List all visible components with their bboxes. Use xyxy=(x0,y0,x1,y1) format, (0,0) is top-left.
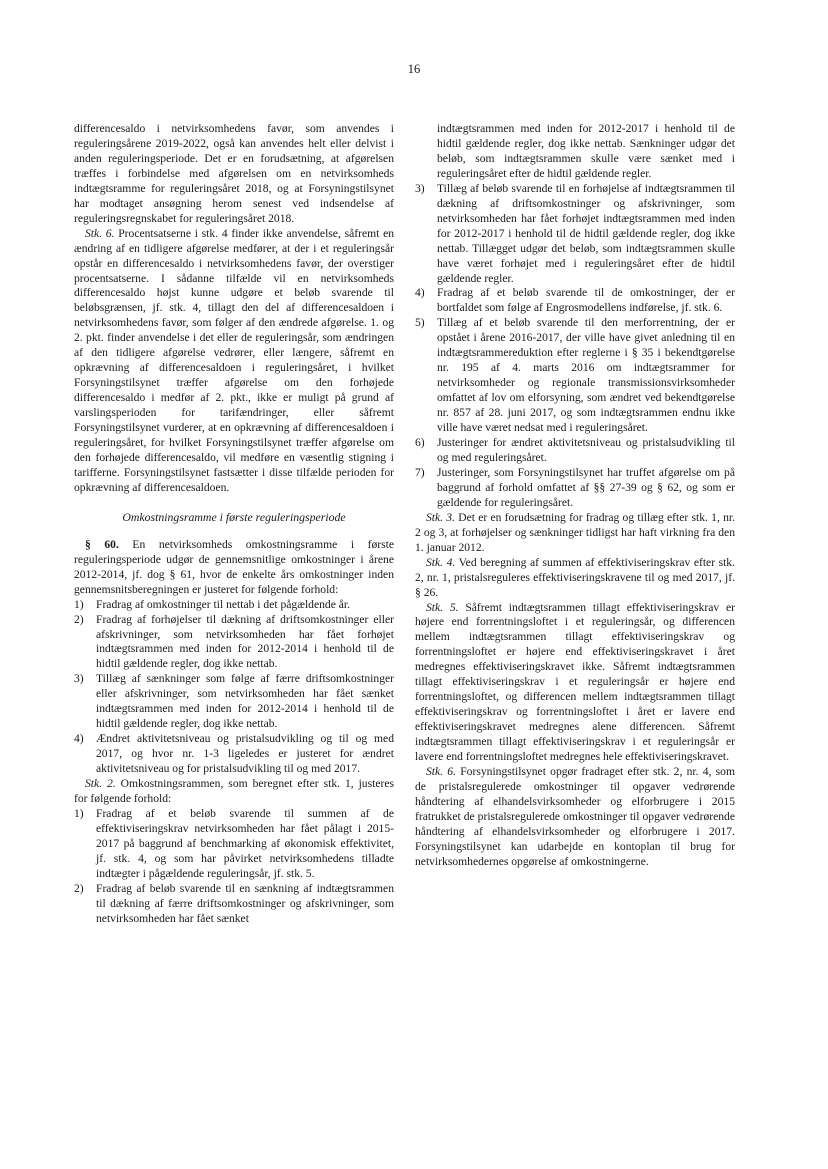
stk-text: Ved beregning af summen af effektiviseringskrav efter stk. 2, nr. 1, pristalsreguleres effektiviseringskravene til og med 2017, jf. § 26. xyxy=(415,555,736,599)
list-item-number: 4) xyxy=(415,286,425,300)
list-item xyxy=(74,882,394,927)
list-item xyxy=(74,732,394,777)
list-item xyxy=(415,286,735,316)
stk-label: Stk. 6. xyxy=(85,226,115,240)
left-column xyxy=(74,122,394,927)
list-item xyxy=(415,316,735,436)
list-item-text: Fradrag af et beløb svarende til de omkostninger, der er bortfaldet som følge af Engrosmodellens indførelse, jf. stk. 6. xyxy=(437,286,735,315)
stk-4-paragraph xyxy=(415,556,735,601)
list-item-number: 2) xyxy=(74,881,84,895)
list-item-number: 2) xyxy=(74,612,84,626)
list-item xyxy=(74,598,394,613)
stk-text: Procentsatserne i stk. 4 finder ikke anvendelse, såfremt en ændring af en tidligere afgørelse medfører, at der i et reguleringsår opstår en differencesaldo i netvirksomhedens favør, der overstiger procentsatserne. I sådanne tilfælde vil en netvirksomheds differencesaldo højst kunne udgøre et beløb svarende til beløbsgrænsen, jf. stk. 4, tillagt den del af differencesaldoen i netvirksomhedens favør, som følger af den ændrede afgørelse. 1. og 2. pkt. finder anvendelse i det eller de reguleringsår, som ændringen af den tidligere afgørelse vedrører, eller længere, såfremt en opkrævning af differencesaldoen i reguleringsåret, i hvilket Forsyningstilsynet træffer afgørelse om den forhøjede differencesaldo i medfør af 2. pkt., ikke er muligt på grund af varslingsperioden for tarifændringer, eller såfremt Forsyningstilsynet vurderer, at en opkrævning af differencesaldoen i reguleringsåret, for hvilket Forsyningstilsynet træffer afgørelse om den forhøjede differencesaldo, vil medføre en væsentlig stigning i tarifferne. Forsyningstilsynet fastsætter i disse tilfælde perioden for opkrævning af differencesaldoen. xyxy=(74,226,395,494)
section-60-paragraph xyxy=(74,538,394,598)
list-item xyxy=(415,182,735,287)
list-item-text: Tillæg af et beløb svarende til den merforrentning, der er opstået i årene 2016-2017, der ville have givet anledning til en indtægtsrammereduktion efter reglerne i § 35 i bekendtgørelse nr. 195 af 4. marts 2016 om indtægtsrammer for netvirksomheder og regionale transmissionsvirksomheder omfattet af lov om elforsyning, som ændret ved bekendtgørelse nr. 857 af 28. juni 2017, og som indtægtsrammen endnu ikke ville have været nedsat med i reguleringsåret. xyxy=(437,316,735,435)
stk-label: Stk. 6. xyxy=(426,764,456,778)
stk-5-paragraph xyxy=(415,601,735,765)
section-text: En netvirksomheds omkostningsramme i første reguleringsperiode udgør de gennemsnitlige omkostninger i årene 2012-2014, jf. dog § 61, hvor de enkelte års omkostninger inden gennemsnitsberegningen er justeret for følgende forhold: xyxy=(74,537,394,596)
list-item-text: Tillæg af sænkninger som følge af færre driftsomkostninger eller afskrivninger, som netvirksomheden har fået sænket indtægtsrammen med inden for 2012-2014 i henhold til de hidtil gældende regler, dog ikke nettab. xyxy=(96,672,394,731)
list-item xyxy=(415,466,735,511)
right-column xyxy=(415,122,735,870)
list-item xyxy=(415,436,735,466)
stk-label: Stk. 2. xyxy=(85,777,116,791)
list-item xyxy=(74,613,394,673)
stk-text: Det er en forudsætning for fradrag og tillæg efter stk. 1, nr. 2 og 3, at forhøjelser og sænkninger tidligst har haft virkning fra den 1. januar 2012. xyxy=(415,510,735,554)
list-item-number: 4) xyxy=(74,732,84,746)
list-item-text: Fradrag af beløb svarende til en sænkning af indtægtsrammen til dækning af færre driftsomkostninger og afskrivninger, som netvirksomheden har fået sænket xyxy=(96,881,394,925)
list-item-text: Fradrag af et beløb svarende til summen af de effektiviseringskrav netvirksomheden har fået pålagt i 2015-2017 på baggrund af benchmarking af økonomisk effektivitet, jf. stk. 4, og som har påvirket netvirksomhedens tilladte indtægter i pågældende reguleringsår, jf. stk. 5. xyxy=(96,806,394,880)
list-item-number: 6) xyxy=(415,436,425,450)
list-item-continuation xyxy=(415,122,735,182)
list-item-number: 5) xyxy=(415,316,425,330)
list-item-number: 3) xyxy=(415,181,425,195)
list-item-text: Justeringer, som Forsyningstilsynet har truffet afgørelse om på baggrund af forhold omfattet af §§ 27-39 og § 62, og som er gældende for reguleringsåret. xyxy=(437,465,735,509)
list-item-number: 3) xyxy=(74,672,84,686)
list-item-text: Fradrag af omkostninger til nettab i det pågældende år. xyxy=(96,597,351,611)
list-stk-2-continued xyxy=(415,182,735,511)
stk-label: Stk. 4. xyxy=(426,555,456,569)
stk-label: Stk. 3. xyxy=(426,510,455,524)
list-item-text: Justeringer for ændret aktivitetsniveau og pristalsudvikling til og med reguleringsåret. xyxy=(437,436,735,464)
list-item-text: Fradrag af forhøjelser til dækning af driftsomkostninger eller afskrivninger, som netvirksomheden har fået forhøjet indtægtsrammen med inden for 2012-2014 i henhold til de hidtil gældende regler, dog ikke nettab. xyxy=(96,612,394,671)
list-item-number: 7) xyxy=(415,465,425,479)
stk-text: Omkostningsrammen, som beregnet efter stk. 1, justeres for følgende forhold: xyxy=(74,777,395,805)
list-item-text: Tillæg af beløb svarende til en forhøjelse af indtægtsrammen til dækning af driftsomkostninger og afskrivninger, som netvirksomheden har fået forhøjet indtægtsrammen med inden for 2012-2017 i henhold til de hidtil gældende regler, dog ikke nettab. Tillægget udgør det beløb, som indtægtsrammen skulle have været forhøjet med i reguleringsåret efter de hidtil gældende regler. xyxy=(437,181,735,285)
list-stk-1 xyxy=(74,598,394,777)
stk-text: Såfremt indtægtsrammen tillagt effektiviseringskrav er højere end forrentningsloftet i et reguleringsår, og differencen mellem indtægtsrammen tillagt effektiviseringskrav og forrentningsloftet er højere end effektiviseringskravet i året medregnes effektiviseringskravet ikke. Såfremt indtægtsrammen tillagt effektiviseringskrav i et reguleringsår er højere end forrentningsloftet, og differencen mellem indtægtsrammen tillagt effektiviseringskrav og forrentningsloftet i året er lavere end effektiviseringskravet medregnes alene differencen. Såfremt indtægtsrammen tillagt effektiviseringskrav i et reguleringsår er lavere end forrentningsloftet medregnes hele effektiviseringskravet. xyxy=(415,600,735,764)
stk-6-paragraph xyxy=(74,227,394,496)
section-heading: Omkostningsramme i første reguleringsperiode xyxy=(122,509,346,524)
list-item-number: 1) xyxy=(74,806,84,820)
stk-text: Forsyningstilsynet opgør fradraget efter stk. 2, nr. 4, som de pristalsregulerede omkostninger til opgaver vedrørende håndtering af elhandelsvirksomheder og elforbrugere i 2015 fratrukket de pristalsregulerede omkostninger til opgaver vedrørende håndtering af elhandelsvirksomheder og elforbrugere i 2017. Forsyningstilsynet kan udarbejde en kontoplan til brug for netvirksomhedernes opgørelse af omkostningerne. xyxy=(415,764,735,868)
stk-2-paragraph xyxy=(74,777,394,807)
stk-label: Stk. 5. xyxy=(426,600,459,614)
stk-6-paragraph xyxy=(415,765,735,870)
list-item-text: indtægtsrammen med inden for 2012-2017 i henhold til de hidtil gældende regler, dog ikke nettab. Sænkninger udgør det beløb, som indtægtsrammen skulle være sænket med i reguleringsåret efter de hidtil gældende regler. xyxy=(437,122,735,180)
page-number: 16 xyxy=(407,62,421,76)
list-item-text: Ændret aktivitetsniveau og pristalsudvikling og til og med 2017, og hvor nr. 1-3 ligeledes er justeret for ændret aktivitetsniveau og for pristalsudvikling til og med 2017. xyxy=(96,732,394,776)
list-item-number: 1) xyxy=(74,597,84,611)
list-item xyxy=(74,807,394,882)
stk-3-paragraph xyxy=(415,511,735,556)
list-stk-2 xyxy=(74,807,394,927)
paragraph: differencesaldo i netvirksomhedens favør, som anvendes i reguleringsårene 2019-2022, også kan anvendes helt eller delvist i anden reguleringsperiode. Det er en forudsætning, at afgørelsen træffes i forbindelse med afgørelsen om en netvirksomheds indtægtsramme for reguleringsåret 2018, og at Forsyningstilsynet har modtaget ansøgning herom senest ved indsendelse af reguleringsregnskabet for reguleringsåret 2018. xyxy=(74,122,394,225)
section-number: § 60. xyxy=(85,537,119,551)
list-item xyxy=(74,672,394,732)
